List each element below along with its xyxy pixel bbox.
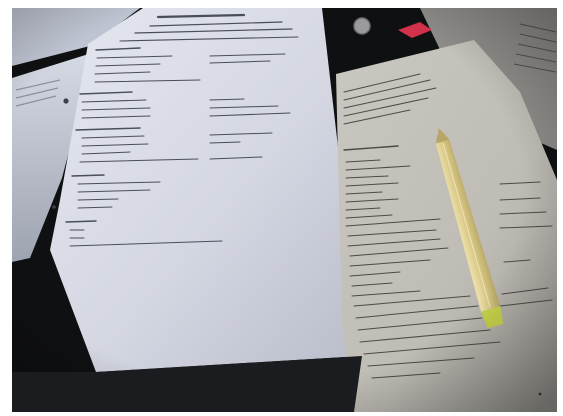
photo-canvas (0, 0, 563, 416)
photo-scene (0, 0, 563, 416)
